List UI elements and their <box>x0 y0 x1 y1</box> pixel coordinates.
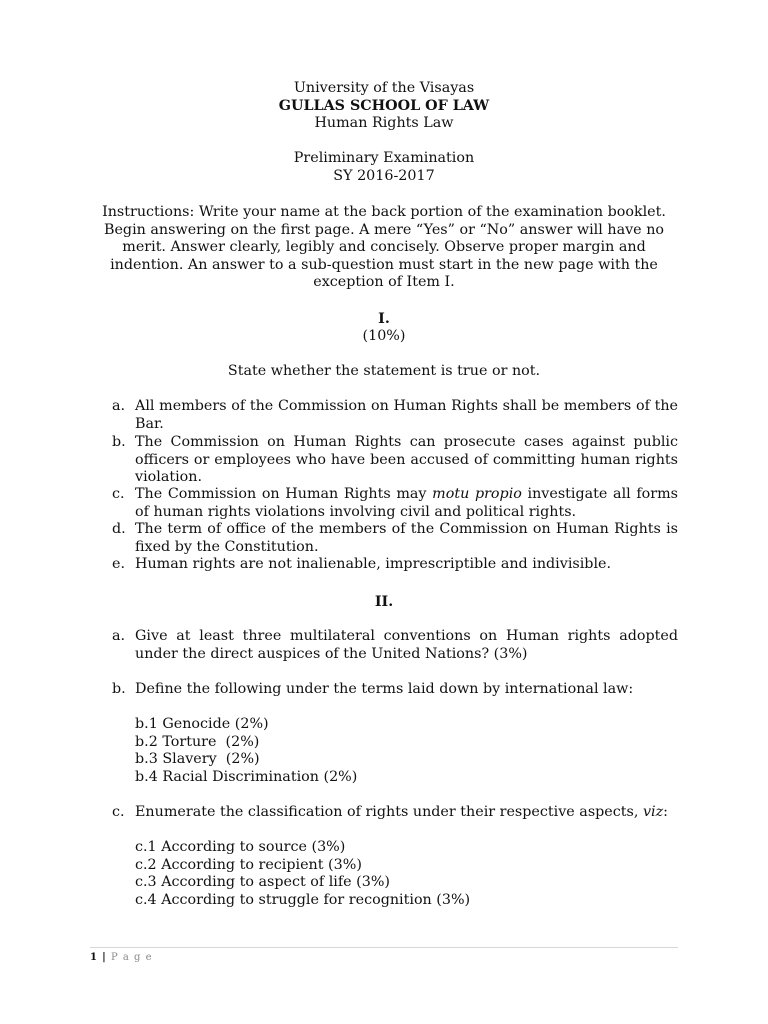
item-label: b. <box>112 434 126 450</box>
page-number: 1 <box>90 952 98 963</box>
item-text <box>135 486 678 521</box>
sub-item: b.3 Slavery (2%) <box>135 751 260 767</box>
item-text: The Commission on Human Rights can prosecute cases against public officers or employees who have been accused of committing human rights violation. <box>135 434 678 486</box>
list-item <box>112 521 678 556</box>
item-text: All members of the Commission on Human Rights shall be members of the Bar. <box>135 398 678 432</box>
sub-item: b.2 Torture (2%) <box>135 734 260 750</box>
item-text: Define the following under the terms laid down by international law: <box>135 681 634 697</box>
part-1-numeral: I. <box>378 311 390 327</box>
sub-item: c.1 According to source (3%) <box>135 839 346 855</box>
sub-item: b.1 Genocide (2%) <box>135 716 269 732</box>
item-label: a. <box>112 398 126 414</box>
list-item <box>112 434 678 487</box>
item-text-post: : <box>663 804 668 820</box>
sub-item: c.2 According to recipient (3%) <box>135 857 362 873</box>
footer-separator: | <box>102 952 107 963</box>
footer-divider <box>90 947 678 948</box>
list-item <box>112 804 678 822</box>
item-text: Give at least three multilateral conventions on Human rights adopted under the direct auspices of the United Nations? (3%) <box>135 628 678 662</box>
item-text <box>135 804 678 822</box>
list-item <box>112 628 678 663</box>
item-label: b. <box>112 681 126 697</box>
item-text-pre: The Commission on Human Rights may <box>135 486 433 502</box>
item-label: d. <box>112 521 126 537</box>
university-name: University of the Visayas <box>293 80 475 96</box>
page-label: P a g e <box>110 952 153 963</box>
school-year: SY 2016-2017 <box>333 167 435 184</box>
item-text: The term of office of the members of the Commission on Human Rights is fixed by the Constitution. <box>135 521 678 555</box>
latin-term: motu propio <box>432 486 522 502</box>
item-text-pre: Enumerate the classification of rights under their respective aspects, <box>135 804 643 820</box>
item-text-post: investigate all forms of human rights violations involving civil and political rights. <box>135 486 678 520</box>
sub-item: c.3 According to aspect of life (3%) <box>135 874 390 890</box>
instructions: Instructions: Write your name at the back portion of the examination booklet. Begin answering on the first page. A mere “Yes” or “No” answer will have no merit. Answer clearly, legibly and concisely. Observe proper margin and indention. An answer to a sub-question must start in the new page with the exception of Item I. <box>102 204 666 291</box>
part-2-numeral: II. <box>374 594 394 610</box>
item-label: e. <box>112 556 126 572</box>
list-item <box>112 556 678 574</box>
list-item <box>112 486 678 521</box>
item-label: c. <box>112 486 125 502</box>
item-label: a. <box>112 628 126 644</box>
page-footer <box>90 951 153 965</box>
list-item <box>112 398 678 433</box>
exam-title: Preliminary Examination <box>293 150 475 167</box>
item-label: c. <box>112 804 125 820</box>
sub-item: c.4 According to struggle for recognition (3%) <box>135 892 471 908</box>
item-text: Human rights are not inalienable, imprescriptible and indivisible. <box>135 556 612 572</box>
document-header <box>0 80 768 186</box>
sub-item: b.4 Racial Discrimination (2%) <box>135 769 358 785</box>
school-name: GULLAS SCHOOL OF LAW <box>278 97 490 114</box>
course-title: Human Rights Law <box>314 115 454 132</box>
latin-term: viz <box>642 804 664 820</box>
part-1-weight: (10%) <box>362 328 406 344</box>
part-1-prompt: State whether the statement is true or not. <box>227 363 541 379</box>
list-item <box>112 681 678 699</box>
